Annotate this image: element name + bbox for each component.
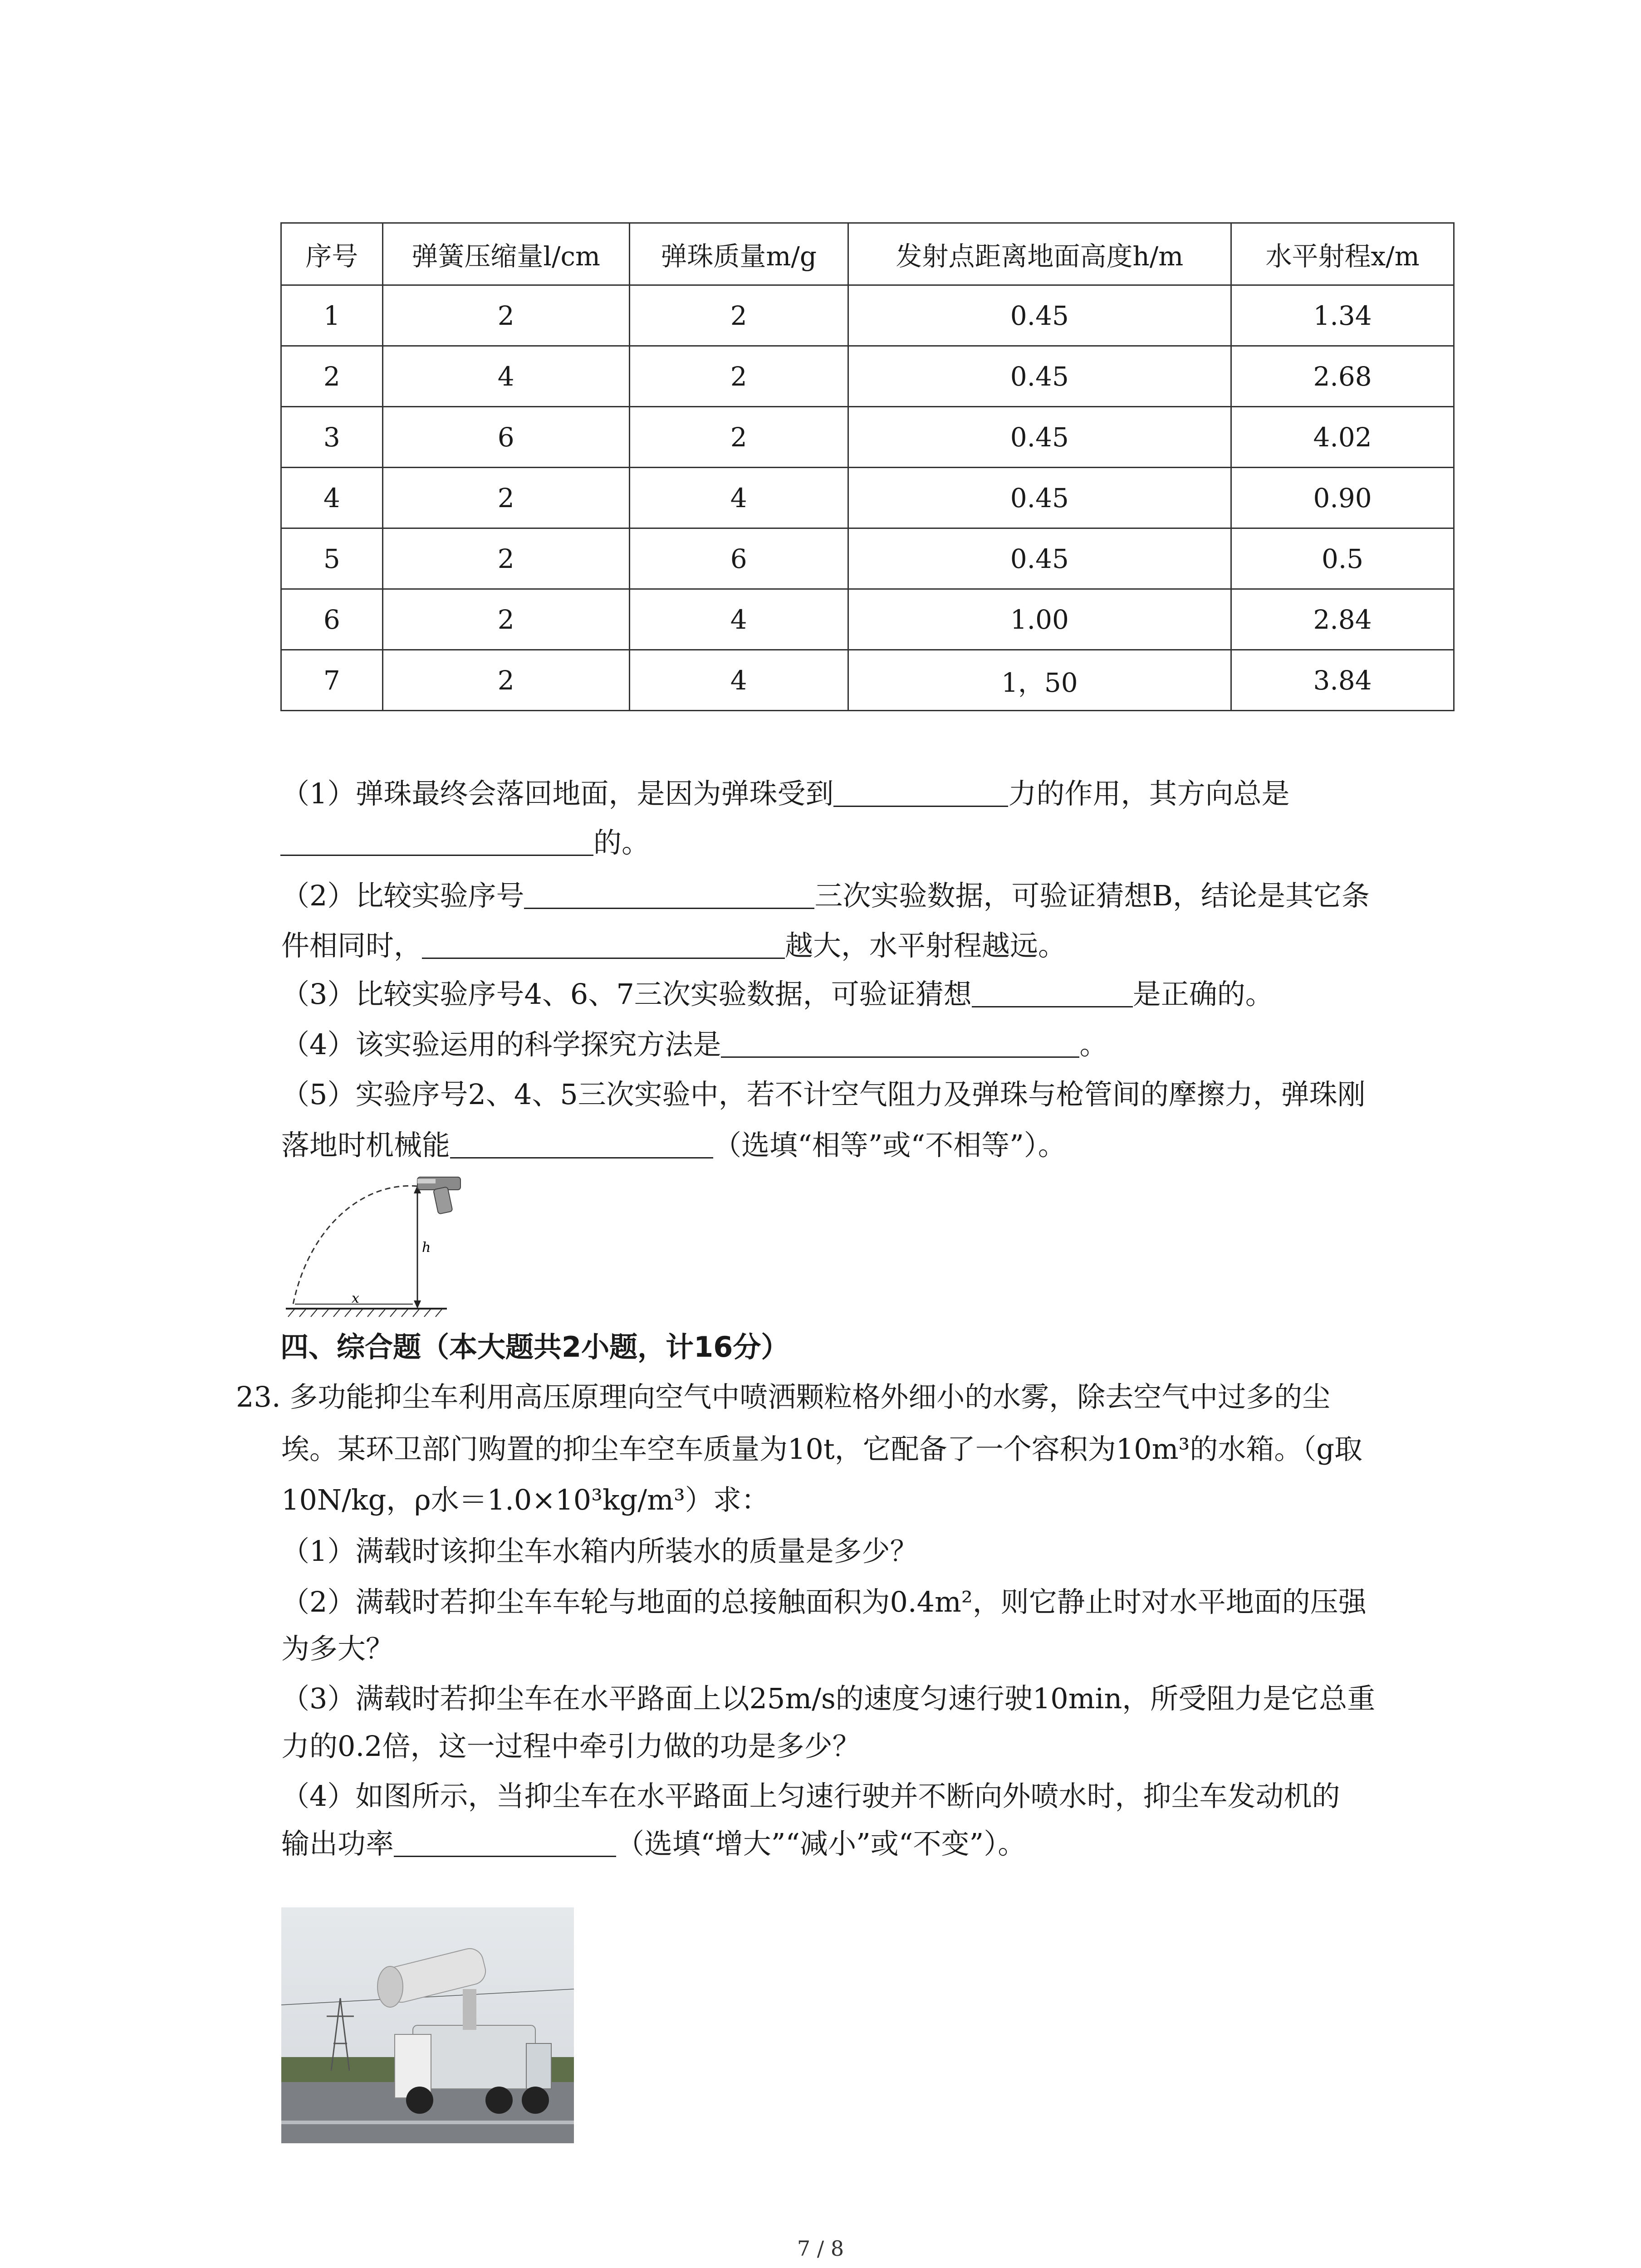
q23-sub2-line1: （2）满载时若抑尘车车轮与地面的总接触面积为0.4m²，则它静止时对水平地面的压强 (281, 1585, 1367, 1618)
q23-sub2-line2: 为多大？ (281, 1632, 394, 1665)
q23-text: 输出功率 (281, 1827, 394, 1860)
table-cell: 2 (629, 285, 848, 346)
q22-text: （2）比较实验序号 (281, 879, 524, 912)
table-header-cell: 弹簧压缩量l/cm (382, 223, 629, 285)
table-cell: 0.5 (1231, 528, 1454, 589)
table-header-cell: 发射点距离地面高度h/m (848, 223, 1231, 285)
table-cell: 2 (382, 589, 629, 650)
height-label: h (422, 1240, 431, 1256)
q23-sub3-line2: 力的0.2倍，这一过程中牵引力做的功是多少？ (281, 1730, 861, 1763)
experiment-data-table (280, 222, 1455, 711)
table-cell: 5 (281, 528, 383, 589)
table-header-cell: 弹珠质量m/g (629, 223, 848, 285)
table-row (281, 407, 1454, 468)
page-number: 7 / 8 (797, 2236, 844, 2261)
dust-truck-photo (281, 1907, 574, 2143)
table-cell: 2.84 (1231, 589, 1454, 650)
table-row (281, 346, 1454, 407)
q22-part1-line2 (280, 822, 650, 863)
table-cell: 4 (382, 346, 629, 407)
answer-blank[interactable] (833, 774, 1008, 807)
q22-part2-line1 (281, 875, 1370, 916)
table-row (281, 468, 1454, 528)
table-cell: 1.00 (848, 589, 1231, 650)
q22-part2-line2 (281, 925, 1066, 966)
answer-blank[interactable] (972, 974, 1133, 1007)
table-cell: 0.45 (848, 407, 1231, 468)
table-header-row (281, 223, 1454, 285)
table-cell: 1，50 (848, 650, 1231, 711)
q22-part4 (281, 1024, 1107, 1065)
table-header-cell: 水平射程x/m (1231, 223, 1454, 285)
q22-text: 是正确的。 (1132, 978, 1274, 1011)
table-cell: 2 (382, 650, 629, 711)
table-cell: 6 (382, 407, 629, 468)
q22-text: 力的作用，其方向总是 (1008, 777, 1290, 810)
table-cell: 0.45 (848, 528, 1231, 589)
q22-text: 件相同时， (281, 929, 422, 962)
table-row (281, 650, 1454, 711)
table-row (281, 589, 1454, 650)
answer-blank[interactable] (721, 1025, 1079, 1058)
table-cell: 0.45 (848, 468, 1231, 528)
table-cell: 2 (382, 285, 629, 346)
q22-text: （5）实验序号2、4、5三次实验中，若不计空气阻力及弹珠与枪管间的摩擦力，弹珠刚 (281, 1078, 1366, 1111)
table-cell: 7 (281, 650, 383, 711)
table-cell: 0.45 (848, 285, 1231, 346)
q23-sub4-line2 (281, 1823, 1026, 1864)
q22-text: （选填“相等”或“不相等”）。 (713, 1129, 1066, 1162)
answer-blank[interactable] (450, 1125, 713, 1158)
table-cell: 2.68 (1231, 346, 1454, 407)
q22-part5-line2 (281, 1125, 1066, 1166)
answer-blank[interactable] (422, 926, 785, 959)
q23-text: （选填“增大”“减小”或“不变”）。 (616, 1827, 1026, 1860)
table-cell: 4 (629, 589, 848, 650)
q22-part1-line1 (281, 773, 1289, 814)
q23-line3: 10N/kg，ρ水＝1.0×10³kg/m³）求： (281, 1483, 769, 1516)
toy-gun-icon (417, 1177, 460, 1214)
table-cell: 2 (382, 528, 629, 589)
answer-blank[interactable] (394, 1824, 616, 1857)
q22-part5-line1 (281, 1074, 1366, 1115)
table-cell: 4.02 (1231, 407, 1454, 468)
projectile-diagram (281, 1173, 463, 1327)
range-label: x (352, 1290, 359, 1306)
answer-blank[interactable] (524, 876, 814, 909)
table-cell: 6 (281, 589, 383, 650)
q22-text: （1）弹珠最终会落回地面，是因为弹珠受到 (281, 777, 834, 810)
table-cell: 6 (629, 528, 848, 589)
ground-hatch (288, 1309, 442, 1317)
table-row (281, 528, 1454, 589)
answer-blank[interactable] (280, 823, 593, 856)
q23-sub1: （1）满载时该抑尘车水箱内所装水的质量是多少？ (281, 1535, 918, 1568)
table-cell: 0.90 (1231, 468, 1454, 528)
q23-line2: 埃。某环卫部门购置的抑尘车空车质量为10t，它配备了一个容积为10m³的水箱。（g取 (281, 1432, 1363, 1466)
table-cell: 3 (281, 407, 383, 468)
table-cell: 3.84 (1231, 650, 1454, 711)
table-row (281, 285, 1454, 346)
table-cell: 2 (629, 407, 848, 468)
table-cell: 2 (281, 346, 383, 407)
q23-sub4-line1: （4）如图所示，当抑尘车在水平路面上匀速行驶并不断向外喷水时，抑尘车发动机的 (281, 1779, 1340, 1813)
q22-text: （4）该实验运用的科学探究方法是 (281, 1028, 721, 1061)
q23-sub3-line1: （3）满载时若抑尘车在水平路面上以25m/s的速度匀速行驶10min，所受阻力是它总重 (281, 1682, 1376, 1715)
table-cell: 0.45 (848, 346, 1231, 407)
table-cell: 1.34 (1231, 285, 1454, 346)
q22-part3 (281, 974, 1274, 1015)
q22-text: 落地时机械能 (281, 1129, 451, 1162)
q23-line1: 23. 多功能抑尘车利用高压原理向空气中喷洒颗粒格外细小的水雾，除去空气中过多的尘 (236, 1380, 1331, 1413)
table-cell: 4 (629, 650, 848, 711)
q22-text: 三次实验数据，可验证猜想B，结论是其它条 (814, 879, 1370, 912)
q22-text: （3）比较实验序号4、6、7三次实验数据，可验证猜想 (281, 978, 972, 1011)
q22-text: 的。 (593, 826, 650, 859)
table-cell: 1 (281, 285, 383, 346)
q22-text: 越大，水平射程越远。 (785, 929, 1067, 962)
table-cell: 2 (629, 346, 848, 407)
table-cell: 2 (382, 468, 629, 528)
table-cell: 4 (629, 468, 848, 528)
table-cell: 4 (281, 468, 383, 528)
section-heading: 四、综合题（本大题共2小题，计16分） (280, 1330, 789, 1364)
trajectory-path (293, 1186, 417, 1306)
table-header-cell: 序号 (281, 223, 383, 285)
q22-text: 。 (1079, 1028, 1108, 1061)
